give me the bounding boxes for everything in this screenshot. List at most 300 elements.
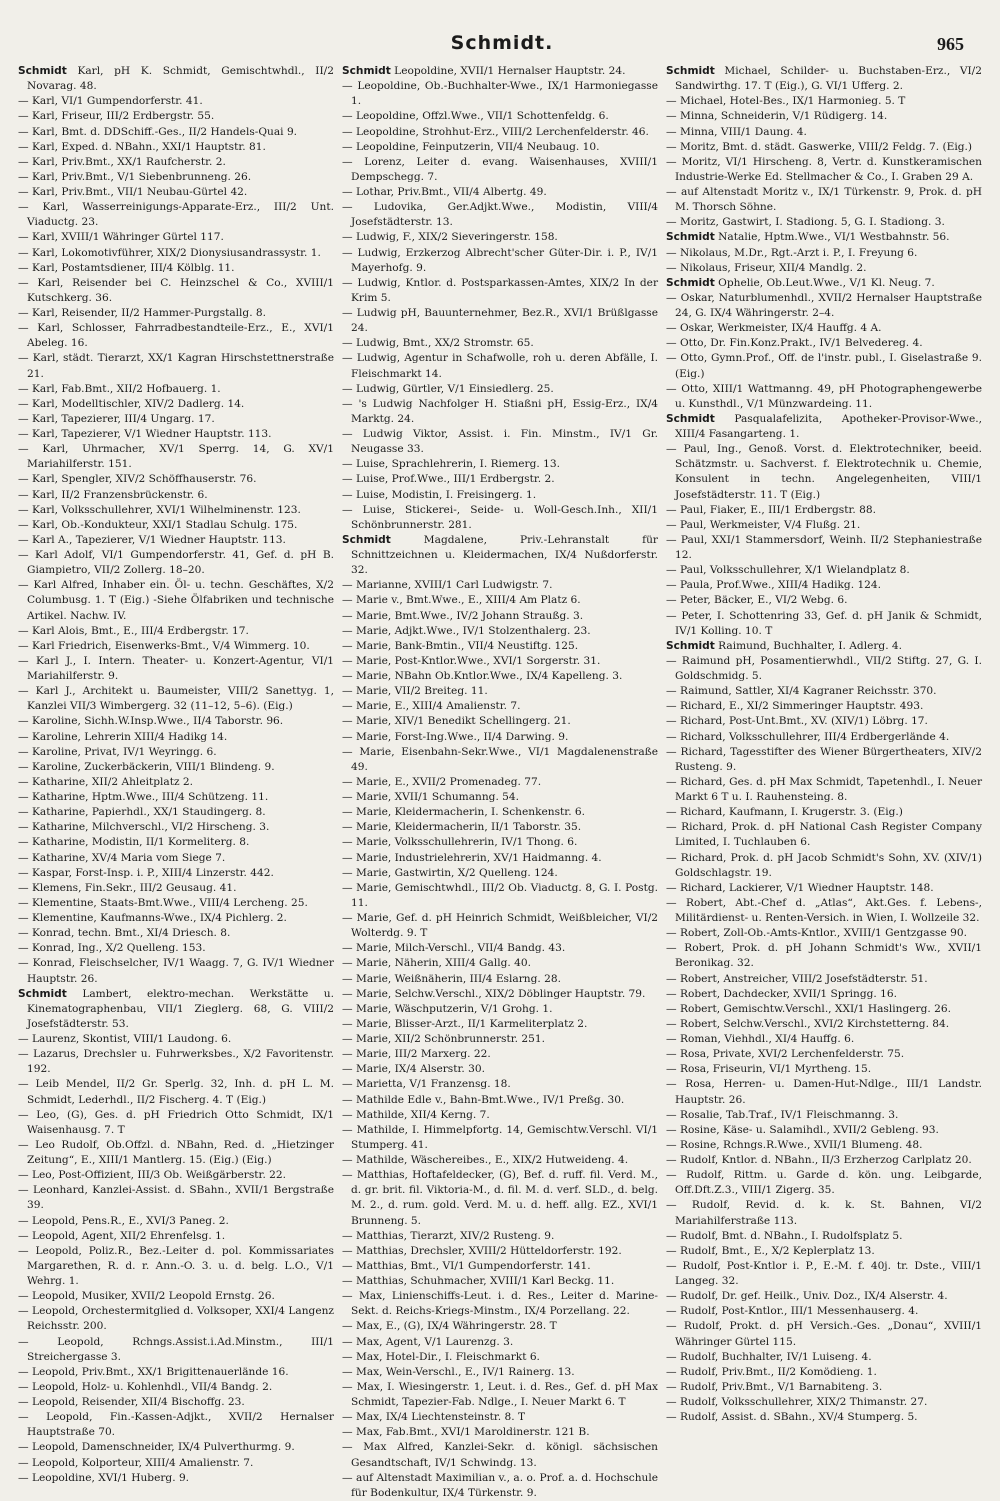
- directory-entry: [666, 533, 982, 563]
- surname-lead: Schmidt: [666, 65, 715, 77]
- entry-text: Laurenz, Skontist, VIII/1 Laudong. 6.: [31, 1033, 232, 1045]
- directory-entry: [342, 851, 658, 866]
- directory-entry: [18, 382, 334, 397]
- directory-entry: [342, 730, 658, 745]
- directory-entry: [342, 336, 658, 351]
- directory-entry: [342, 230, 658, 245]
- entry-text: Rudolf, Assist. d. SBahn., XV/4 Stumperg. 5.: [679, 1411, 918, 1424]
- entry-text: Marie, IX/4 Alserstr. 30.: [355, 1063, 485, 1076]
- directory-entry: [666, 609, 982, 639]
- entry-text: Mathilde, Wäschereibes., E., XIX/2 Hutweideng. 4.: [355, 1154, 629, 1166]
- directory-entry: [18, 155, 334, 170]
- directory-entry: [18, 1047, 334, 1077]
- entry-text: Marie, Eisenbahn-Sekr.Wwe., VI/1 Magdalenenstraße 49.: [351, 745, 658, 773]
- entry-text: Ludwig, Erzkerzog Albrecht'scher Güter-Dir. i. P., IV/1 Mayerhofg. 9.: [351, 246, 658, 274]
- entry-text: Rosa, Friseurin, VI/1 Myrtheng. 15.: [679, 1063, 872, 1076]
- entry-text: Lambert, elektro-mechan. Werkstätte u. Kinematographenbau, VII/1 Zieglerg. 68, G. VIII/2 Josefstädterstr. 53.: [27, 987, 334, 1030]
- directory-entry: [666, 805, 982, 820]
- directory-entry: [666, 1198, 982, 1228]
- entry-text: Rudolf, Rittm. u. Garde d. kön. ung. Leibgarde, Off.Dft.Z.3., VIII/1 Zigerg. 35.: [675, 1169, 982, 1197]
- directory-entry: [342, 639, 658, 654]
- entry-text: Magdalene, Priv.-Lehranstalt für Schnittzeichnen u. Kleidermachen, IX/4 Nußdorferstr. 32.: [351, 533, 658, 577]
- directory-entry: [18, 518, 334, 533]
- directory-entry: [666, 775, 982, 805]
- entry-text: Otto, Gymn.Prof., Off. de l'instr. publ., I. Giselastraße 9. (Eig.): [675, 352, 982, 380]
- directory-entry: [666, 140, 982, 155]
- entry-text: Marie, Gemischtwhdl., III/2 Ob. Viaductg. 8, G. I. Postg. 11.: [351, 881, 658, 909]
- directory-entry: [342, 200, 658, 230]
- entry-text: Klementine, Staats-Bmt.Wwe., VIII/4 Lercheng. 25.: [31, 896, 308, 909]
- directory-entry: [18, 911, 334, 926]
- entry-text: Karl, Reisender bei C. Heinzschel & Co., XVIII/1 Kutschkerg. 36.: [27, 276, 334, 304]
- directory-entry: [342, 654, 658, 669]
- directory-entry: [666, 654, 982, 684]
- entry-text: Rudolf, Bmt. d. NBahn., I. Rudolfsplatz 5.: [679, 1229, 903, 1242]
- directory-entry: [666, 1138, 982, 1153]
- entry-text: Marie, E., XVII/2 Promenadeg. 77.: [355, 775, 542, 788]
- entry-text: Robert, Prok. d. pH Johann Schmidt's Ww., XVII/1 Beronikag. 32.: [675, 942, 982, 970]
- entry-text: Karl, Friseur, III/2 Erdbergstr. 55.: [31, 110, 215, 123]
- entry-text: Marie, XIV/1 Benedikt Schellingerg. 21.: [355, 715, 571, 728]
- entry-text: Leopold, Reisender, XII/4 Bischoffg. 23.: [31, 1396, 245, 1408]
- directory-entry: [666, 1153, 982, 1168]
- entry-text: Karoline, Sichh.W.Insp.Wwe., II/4 Taborstr. 96.: [31, 715, 284, 728]
- entry-text: Marie, Blisser-Arzt., II/1 Karmeliterplatz 2.: [355, 1017, 588, 1030]
- entry-text: Moritz, VI/1 Hirscheng. 8, Vertr. d. Kunstkeramischen Industrie-Werke Ed. Stellmacher & Co., I. Graben 29 A.: [675, 155, 982, 183]
- entry-text: Katharine, Papierhdl., XX/1 Staudingerg. 8.: [31, 806, 266, 819]
- entry-text: Karl J., Architekt u. Baumeister, VIII/2 Sanettyg. 1, Kanzlei VII/3 Wimbergerg. 32 (11–12, 5–6). (Eig.): [27, 685, 334, 713]
- entry-text: Richard, Kaufmann, I. Krugerstr. 3. (Eig.): [679, 806, 903, 819]
- entry-text: Karl, Priv.Bmt., VII/1 Neubau-Gürtel 42.: [31, 186, 248, 198]
- entry-text: Ludwig, Bmt., XX/2 Stromstr. 65.: [355, 337, 534, 350]
- directory-entry: [342, 382, 658, 397]
- directory-entry: [18, 881, 334, 896]
- directory-entry: [666, 926, 982, 941]
- entry-text: Robert, Gemischtw.Verschl., XXI/1 Haslingerg. 26.: [679, 1002, 951, 1015]
- entry-text: Karl A., Tapezierer, V/1 Wiedner Hauptstr. 113.: [31, 533, 286, 546]
- entry-text: Marie, Volksschullehrerin, IV/1 Thong. 6.: [355, 836, 578, 849]
- directory-entry: [342, 1319, 658, 1334]
- entry-text: Luise, Sprachlehrerin, I. Riemerg. 13.: [355, 458, 560, 471]
- entry-text: Rudolf, Dr. gef. Heilk., Univ. Doz., IX/4 Alserstr. 4.: [679, 1290, 948, 1303]
- directory-entry: [18, 109, 334, 124]
- entry-text: Robert, Abt.-Chef d. „Atlas“, Akt.Ges. f. Lebens-, Militärdienst- u. Renten-Versich. in Wien, I. Wollzeile 32.: [675, 896, 982, 924]
- directory-entry: [666, 1077, 982, 1107]
- directory-entry: [666, 109, 982, 124]
- entry-text: Paul, XXI/1 Stammersdorf, Weinh. II/2 Stephaniestraße 12.: [675, 533, 982, 561]
- directory-entry: [342, 427, 658, 457]
- directory-entry: [18, 230, 334, 245]
- entry-text: Peter, Bäcker, E., VI/2 Webg. 6.: [679, 594, 848, 607]
- directory-entry: [342, 987, 658, 1002]
- directory-entry: [342, 684, 658, 699]
- entry-text: Otto, XIII/1 Wattmanng. 49, pH Photographengewerbe u. Kunsthdl., V/1 Münzwardeing. 11.: [675, 382, 982, 410]
- entry-text: Karl, Tapezierer, V/1 Wiedner Hauptstr. 113.: [31, 428, 272, 440]
- entry-text: Karl, Priv.Bmt., V/1 Siebenbrunneng. 26.: [31, 170, 252, 183]
- directory-entry: [18, 987, 334, 1032]
- entry-text: Marie, Bmt.Wwe., IV/2 Johann Straußg. 3.: [355, 609, 584, 622]
- entry-text: Leopold, Kolporteur, XIII/4 Amalienstr. 7.: [31, 1456, 254, 1469]
- entry-text: Raimund pH, Posamentierwhdl., VII/2 Stiftg. 27, G. I. Goldschmidg. 5.: [675, 654, 982, 682]
- entry-text: Max, IX/4 Liechtensteinstr. 8. T: [355, 1411, 526, 1424]
- directory-entry: [18, 397, 334, 412]
- entry-text: Leo, Post-Offizient, III/3 Ob. Weißgärberstr. 22.: [31, 1169, 287, 1182]
- directory-entry: [18, 835, 334, 850]
- directory-entry: [18, 1456, 334, 1471]
- entry-text: Karl, Wasserreinigungs-Apparate-Erz., III/2 Unt. Viaductg. 23.: [27, 201, 334, 229]
- directory-entry: [342, 911, 658, 941]
- entry-text: Karl Alois, Bmt., E., III/4 Erdbergstr. 17.: [31, 624, 249, 637]
- directory-entry: [342, 578, 658, 593]
- directory-entry: [18, 170, 334, 185]
- directory-entry: [18, 1410, 334, 1440]
- directory-entry: [666, 1002, 982, 1017]
- entry-text: Leo Rudolf, Ob.Offzl. d. NBahn, Red. d. „Hietzinger Zeitung“, E., XIII/1 Mantlerg. 15. (Eig.) (Eig.): [27, 1138, 334, 1166]
- entry-text: Marie, Milch-Verschl., VII/4 Bandg. 43.: [355, 942, 566, 955]
- entry-text: Ophelie, Ob.Leut.Wwe., V/1 Kl. Neug. 7.: [718, 276, 935, 289]
- entry-text: Marie, Forst-Ing.Wwe., II/4 Darwing. 9.: [355, 730, 569, 743]
- entry-text: Leopoldine, Ob.-Buchhalter-Wwe., IX/1 Harmoniegasse 1.: [351, 80, 658, 108]
- entry-text: Leopold, Pens.R., E., XVI/3 Paneg. 2.: [31, 1214, 229, 1227]
- entry-text: Karl, pH K. Schmidt, Gemischtwhdl., II/2 Novarag. 48.: [27, 65, 334, 93]
- entry-text: Karl, Schlosser, Fahrradbestandteile-Erz., E., XVI/1 Abeleg. 16.: [27, 322, 334, 350]
- directory-entry: [342, 1365, 658, 1380]
- entry-text: Katharine, Hptm.Wwe., III/4 Schützeng. 11.: [31, 791, 269, 803]
- directory-entry: [666, 125, 982, 140]
- directory-entry: [18, 1077, 334, 1107]
- surname-lead: Schmidt: [18, 987, 67, 1000]
- entry-text: Marie, Weißnäherin, III/4 Eslarng. 28.: [355, 972, 561, 985]
- entry-text: Kaspar, Forst-Insp. i. P., XIII/4 Linzerstr. 442.: [31, 866, 274, 879]
- directory-entry: [18, 1214, 334, 1229]
- entry-text: Max, Agent, V/1 Laurenzg. 3.: [355, 1335, 514, 1348]
- entry-text: Max, I. Wiesingerstr. 1, Leut. i. d. Res., Gef. d. pH Max Schmidt, Tapezier-Fab. Ndlge., I. Neuer Markt 6. T: [351, 1380, 658, 1408]
- entry-text: Katharine, Milchverschl., VI/2 Hirscheng. 3.: [31, 821, 270, 834]
- directory-entry: [666, 1032, 982, 1047]
- directory-entry: [18, 941, 334, 956]
- entry-text: Marie, Selchw.Verschl., XIX/2 Döblinger Hauptstr. 79.: [355, 987, 646, 1000]
- directory-entry: [342, 276, 658, 306]
- entry-text: Marie, Gastwirtin, X/2 Quelleng. 124.: [355, 866, 558, 879]
- directory-entry: [666, 730, 982, 745]
- directory-entry: [666, 1062, 982, 1077]
- directory-entry: [18, 775, 334, 790]
- entry-text: Marietta, V/1 Franzensg. 18.: [355, 1078, 511, 1091]
- directory-entry: [342, 1471, 658, 1501]
- entry-text: Rudolf, Post-Kntlor i. P., E.-M. f. 40j. tr. Dste., VIII/1 Langeg. 32.: [675, 1259, 982, 1287]
- directory-entry: [342, 64, 658, 79]
- entry-text: Matthias, Bmt., VI/1 Gumpendorferstr. 141.: [355, 1259, 591, 1272]
- directory-entry: [342, 1289, 658, 1319]
- entry-text: Karl, Fab.Bmt., XII/2 Hofbauerg. 1.: [31, 382, 221, 395]
- directory-entry: [18, 956, 334, 986]
- columns: [18, 64, 986, 1499]
- entry-text: Matthias, Tierarzt, XIV/2 Rusteng. 9.: [355, 1229, 555, 1242]
- entry-text: Marie, XVII/1 Schumanng. 54.: [355, 791, 520, 803]
- entry-text: Luise, Stickerei-, Seide- u. Woll-Gesch.Inh., XII/1 Schönbrunnerstr. 281.: [351, 503, 658, 531]
- entry-text: Raimund, Sattler, XI/4 Kagraner Reichsstr. 370.: [679, 685, 937, 698]
- directory-entry: [342, 881, 658, 911]
- entry-text: Robert, Zoll-Ob.-Amts-Kntlor., XVIII/1 Gentzgasse 90.: [679, 927, 967, 940]
- surname-lead: Schmidt: [666, 231, 715, 244]
- directory-entry: [18, 1229, 334, 1244]
- directory-entry: [18, 261, 334, 276]
- entry-text: Leopold, Priv.Bmt., XX/1 Brigittenauerlände 16.: [31, 1365, 289, 1378]
- directory-entry: [342, 109, 658, 124]
- directory-entry: [18, 805, 334, 820]
- entry-text: Ludwig pH, Bauunternehmer, Bez.R., XVI/1 Brüßlgasse 24.: [351, 307, 658, 335]
- entry-text: Mathilde Edle v., Bahn-Bmt.Wwe., IV/1 Preßg. 30.: [355, 1093, 625, 1106]
- directory-entry: [342, 1032, 658, 1047]
- directory-entry: [342, 714, 658, 729]
- entry-text: Karl, Exped. d. NBahn., XXI/1 Hauptstr. 81.: [31, 140, 266, 153]
- entry-text: Rudolf, Volksschullehrer, XIX/2 Thimanstr. 27.: [679, 1396, 928, 1408]
- entry-text: Lothar, Priv.Bmt., VII/4 Albertg. 49.: [355, 186, 547, 198]
- directory-entry: [666, 1047, 982, 1062]
- directory-entry: [18, 533, 334, 548]
- entry-text: Leopold, Rchngs.Assist.i.Ad.Minstm., III/1 Streichergasse 3.: [27, 1335, 334, 1363]
- entry-text: Michael, Hotel-Bes., IX/1 Harmonieg. 5. T: [679, 95, 906, 108]
- entry-text: Roman, Viehhdl., XI/4 Hauffg. 6.: [679, 1033, 855, 1045]
- directory-entry: [342, 1229, 658, 1244]
- entry-text: Marie v., Bmt.Wwe., E., XIII/4 Am Platz 6.: [355, 594, 581, 607]
- directory-entry: [342, 941, 658, 956]
- entry-text: Oskar, Werkmeister, IX/4 Hauffg. 4 A.: [679, 322, 882, 335]
- entry-text: Paul, Werkmeister, V/4 Flußg. 21.: [679, 518, 861, 531]
- directory-entry: [18, 1304, 334, 1334]
- entry-text: Rudolf, Priv.Bmt., II/2 Komödieng. 1.: [679, 1365, 877, 1378]
- entry-text: Leopoldine, Feinputzerin, VII/4 Neubaug. 10.: [355, 140, 600, 153]
- entry-text: Ludwig, Kntlor. d. Postsparkassen-Amtes, XIX/2 In der Krim 5.: [351, 276, 659, 304]
- directory-entry: [342, 1047, 658, 1062]
- directory-entry: [18, 427, 334, 442]
- entry-text: Paul, Ing., Genoß. Vorst. d. Elektrotechniker, beeid. Schätzmstr. u. Sachverst. f. Elektrotechnik u. Chemie, Konsulent in techn. Angelegenheiten, VIII/1 Josefstädterstr. 11. T (Eig.): [675, 443, 983, 501]
- entry-text: Otto, Dr. Fin.Konz.Prakt., IV/1 Belvedereg. 4.: [679, 337, 923, 350]
- directory-entry: [666, 745, 982, 775]
- directory-entry: [342, 351, 658, 381]
- directory-entry: [666, 699, 982, 714]
- directory-entry: [342, 140, 658, 155]
- entry-text: Konrad, techn. Bmt., XI/4 Driesch. 8.: [31, 927, 231, 940]
- directory-entry: [342, 155, 658, 185]
- directory-entry: [342, 820, 658, 835]
- directory-entry: [342, 609, 658, 624]
- directory-entry: [18, 684, 334, 714]
- directory-entry: [342, 1077, 658, 1092]
- entry-text: Paul, Volksschullehrer, X/1 Wielandplatz 8.: [679, 564, 910, 577]
- directory-entry: [18, 442, 334, 472]
- entry-text: Konrad, Fleischselcher, IV/1 Waagg. 7, G. IV/1 Wiedner Hauptstr. 26.: [27, 957, 334, 985]
- directory-entry: [666, 351, 982, 381]
- directory-entry: [342, 775, 658, 790]
- directory-entry: [666, 1017, 982, 1032]
- directory-entry: [342, 1153, 658, 1168]
- entry-text: Matthias, Hoftafeldecker, (G), Bef. d. ruff. fil. Verd. M., d. gr. brit. fil. Viktoria-M., d. fil. M. d. verf. SLD., d. belg. M. 2., d. rum. gold. Verd. M. u. d. heff. allg. EZ., XVI/1 Brunneng. 5.: [351, 1169, 658, 1227]
- directory-entry: [18, 790, 334, 805]
- entry-text: Karl, Ob.-Kondukteur, XXI/1 Stadlau Schulg. 175.: [31, 518, 298, 531]
- entry-text: Rosa, Herren- u. Damen-Hut-Ndlge., III/1 Landstr. Hauptstr. 26.: [675, 1078, 982, 1106]
- directory-entry: [18, 654, 334, 684]
- directory-entry: [666, 503, 982, 518]
- running-head: Schmidt.: [450, 32, 554, 54]
- directory-entry: [666, 593, 982, 608]
- directory-entry: [18, 866, 334, 881]
- entry-text: Richard, Post-Unt.Bmt., XV. (XIV/1) Löbrg. 17.: [679, 715, 928, 728]
- entry-text: Marie, III/2 Marxerg. 22.: [355, 1048, 491, 1061]
- directory-entry: [18, 503, 334, 518]
- directory-entry: [666, 185, 982, 215]
- entry-text: Marie, Kleidermacherin, I. Schenkenstr. 6.: [355, 806, 586, 819]
- entry-text: Ludovika, Ger.Adjkt.Wwe., Modistin, VIII/4 Josefstädterstr. 13.: [351, 201, 659, 229]
- directory-entry: [666, 382, 982, 412]
- directory-entry: [666, 1410, 982, 1425]
- directory-entry: [342, 835, 658, 850]
- entry-text: Richard, Volksschullehrer, III/4 Erdbergerlände 4.: [679, 730, 950, 743]
- directory-entry: [18, 140, 334, 155]
- directory-entry: [342, 1168, 658, 1229]
- entry-text: Robert, Dachdecker, XVII/1 Springg. 16.: [679, 987, 898, 1000]
- directory-entry: [342, 1123, 658, 1153]
- entry-text: Leopold, Damenschneider, IX/4 Pulverthurmg. 9.: [31, 1441, 295, 1454]
- entry-text: Ludwig, Agentur in Schafwolle, roh u. deren Abfälle, I. Fleischmarkt 14.: [351, 352, 659, 380]
- directory-entry: [666, 155, 982, 185]
- directory-entry: [666, 1380, 982, 1395]
- entry-text: auf Altenstadt Moritz v., IX/1 Türkenstr. 9, Prok. d. pH M. Thorsch Söhne.: [675, 186, 982, 214]
- entry-text: Karl, II/2 Franzensbrückenstr. 6.: [31, 488, 208, 501]
- entry-text: Katharine, Modistin, II/1 Kormeliterg. 8.: [31, 836, 250, 849]
- entry-text: Leopold, Poliz.R., Bez.-Leiter d. pol. Kommissariates Margarethen, R. d. r. Ann.-O. 3. u. d. belg. L.O., V/1 Wehrg. 1.: [27, 1244, 334, 1287]
- entry-text: Karl, Lokomotivführer, XIX/2 Dionysiusandrassystr. 1.: [31, 246, 321, 259]
- directory-entry: [18, 1138, 334, 1168]
- directory-entry: [18, 1244, 334, 1289]
- directory-entry: [342, 972, 658, 987]
- directory-entry: [342, 488, 658, 503]
- surname-lead: Schmidt: [342, 65, 391, 77]
- entry-text: Karl Adolf, VI/1 Gumpendorferstr. 41, Gef. d. pH B. Giampietro, VII/2 Zollerg. 18–20.: [27, 549, 334, 577]
- entry-text: Karl, Volksschullehrer, XVI/1 Wilhelminenstr. 123.: [31, 503, 301, 516]
- directory-entry: [342, 1274, 658, 1289]
- entry-text: Leopoldine, XVII/1 Hernalser Hauptstr. 24.: [394, 65, 626, 77]
- directory-entry: [342, 1440, 658, 1470]
- directory-entry: [342, 472, 658, 487]
- directory-entry: [18, 1380, 334, 1395]
- directory-entry: [666, 230, 982, 245]
- entry-text: Minna, VIII/1 Daung. 4.: [679, 125, 807, 138]
- directory-entry: [18, 488, 334, 503]
- entry-text: Marie, NBahn Ob.Kntlor.Wwe., IX/4 Kapelleng. 3.: [355, 670, 623, 682]
- directory-entry: [342, 185, 658, 200]
- page-number: 965: [937, 34, 964, 54]
- directory-entry: [666, 941, 982, 971]
- entry-text: Marie, Wäschputzerin, V/1 Grohg. 1.: [355, 1002, 553, 1015]
- directory-entry: [666, 1319, 982, 1349]
- entry-text: Karl Friedrich, Eisenwerks-Bmt., V/4 Wimmerg. 10.: [31, 639, 310, 652]
- entry-text: Pasqualafelizita, Apotheker-Provisor-Wwe., XIII/4 Fasangarteng. 1.: [675, 412, 983, 440]
- directory-entry: [18, 246, 334, 261]
- directory-entry: [666, 881, 982, 896]
- entry-text: Konrad, Ing., X/2 Quelleng. 153.: [31, 942, 206, 955]
- entry-text: Marie, Gef. d. pH Heinrich Schmidt, Weißbleicher, VI/2 Wolterdg. 9. T: [351, 912, 659, 940]
- entry-text: Leonhard, Kanzlei-Assist. d. SBahn., XVII/1 Bergstraße 39.: [27, 1184, 334, 1212]
- directory-entry: [18, 851, 334, 866]
- entry-text: Ludwig Viktor, Assist. i. Fin. Minstm., IV/1 Gr. Neugasse 33.: [351, 428, 659, 456]
- entry-text: Matthias, Drechsler, XVIII/2 Hütteldorferstr. 192.: [355, 1244, 622, 1257]
- entry-text: Rudolf, Revid. d. k. k. St. Bahnen, VI/2 Mariahilferstraße 113.: [675, 1199, 982, 1227]
- directory-entry: [342, 1350, 658, 1365]
- entry-text: Klemens, Fin.Sekr., III/2 Geusaug. 41.: [31, 881, 237, 894]
- directory-entry: [666, 896, 982, 926]
- entry-text: Richard, Prok. d. pH Jacob Schmidt's Sohn, XV. (XIV/1) Goldschlagstr. 19.: [675, 851, 982, 879]
- column-1: [18, 64, 335, 1484]
- directory-entry: [666, 684, 982, 699]
- directory-entry: [342, 1425, 658, 1440]
- directory-entry: [18, 1289, 334, 1304]
- directory-entry: [18, 1440, 334, 1455]
- directory-entry: [18, 351, 334, 381]
- entry-text: Rudolf, Kntlor. d. NBahn., II/3 Erzherzog Carlplatz 20.: [679, 1154, 972, 1166]
- directory-entry: [18, 624, 334, 639]
- entry-text: Max, Linienschiffs-Leut. i. d. Res., Leiter d. Marine-Sekt. d. Reichs-Kriegs-Minstm., IX/4 Porzellang. 22.: [351, 1290, 659, 1318]
- directory-entry: [342, 866, 658, 881]
- directory-entry: [342, 533, 658, 578]
- entry-text: Max, E., (G), IX/4 Währingerstr. 28. T: [355, 1320, 557, 1333]
- entry-text: Richard, E., XI/2 Simmeringer Hauptstr. 493.: [679, 700, 924, 713]
- entry-text: Katharine, XV/4 Maria vom Siege 7.: [31, 851, 226, 864]
- entry-text: Robert, Anstreicher, VIII/2 Josefstädterstr. 51.: [679, 972, 928, 985]
- directory-entry: [666, 851, 982, 881]
- directory-entry: [18, 1183, 334, 1213]
- directory-entry: [666, 820, 982, 850]
- entry-text: Leopoldine, Offzl.Wwe., VII/1 Schottenfeldg. 6.: [355, 110, 609, 123]
- directory-entry: [666, 1123, 982, 1138]
- entry-text: Karl, XVIII/1 Währinger Gürtel 117.: [31, 231, 224, 244]
- entry-text: Rudolf, Buchhalter, IV/1 Luiseng. 4.: [679, 1350, 872, 1363]
- directory-entry: [342, 1108, 658, 1123]
- entry-text: Leopold, Fin.-Kassen-Adjkt., XVII/2 Hernalser Hauptstraße 70.: [27, 1411, 334, 1439]
- entry-text: 's Ludwig Nachfolger H. Stiaßni pH, Essig-Erz., IX/4 Marktg. 24.: [351, 397, 658, 425]
- directory-entry: [666, 64, 982, 94]
- directory-entry: [342, 306, 658, 336]
- entry-text: Karl Alfred, Inhaber ein. Öl- u. techn. Geschäftes, X/2 Columbusg. 1. T (Eig.) -Siehe Ölfabriken und technische Artikel. Nachw. IV.: [27, 579, 334, 622]
- directory-entry: [666, 336, 982, 351]
- entry-text: Rudolf, Prokt. d. pH Versich.-Ges. „Donau“, XVIII/1 Währinger Gürtel 115.: [675, 1320, 982, 1348]
- directory-entry: [342, 503, 658, 533]
- directory-entry: [342, 956, 658, 971]
- entry-text: Karl, Modelltischler, XIV/2 Dadlerg. 14.: [31, 397, 245, 410]
- directory-entry: [18, 185, 334, 200]
- entry-text: Marie, E., XIII/4 Amalienstr. 7.: [355, 700, 521, 713]
- entry-text: Karl, Tapezierer, III/4 Ungarg. 17.: [31, 412, 215, 425]
- directory-entry: [666, 321, 982, 336]
- directory-entry: [18, 896, 334, 911]
- entry-text: Luise, Modistin, I. Freisingerg. 1.: [355, 488, 537, 501]
- entry-text: Max Alfred, Kanzlei-Sekr. d. königl. sächsischen Gesandtschaft, IV/1 Schwindg. 13.: [351, 1441, 659, 1469]
- entry-text: Leopold, Orchestermitglied d. Volksoper, XXI/4 Langenz Reichsstr. 200.: [27, 1305, 334, 1333]
- entry-text: Marie, Näherin, XIII/4 Gallg. 40.: [355, 957, 531, 970]
- directory-entry: [666, 1350, 982, 1365]
- entry-text: Mathilde, I. Himmelpfortg. 14, Gemischtw.Verschl. VI/1 Stumperg. 41.: [351, 1123, 659, 1151]
- directory-entry: [342, 1335, 658, 1350]
- entry-text: Leopoldine, Strohhut-Erz., VIII/2 Lerchenfelderstr. 46.: [355, 125, 649, 138]
- directory-entry: [666, 94, 982, 109]
- entry-text: Richard, Lackierer, V/1 Wiedner Hauptstr. 148.: [679, 881, 934, 894]
- directory-entry: [18, 1365, 334, 1380]
- entry-text: Minna, Schneiderin, V/1 Rüdigerg. 14.: [679, 110, 888, 123]
- directory-entry: [18, 1168, 334, 1183]
- directory-entry: [342, 699, 658, 714]
- directory-entry: [18, 714, 334, 729]
- entry-text: Max, Wein-Verschl., E., IV/1 Rainerg. 13.: [355, 1365, 575, 1378]
